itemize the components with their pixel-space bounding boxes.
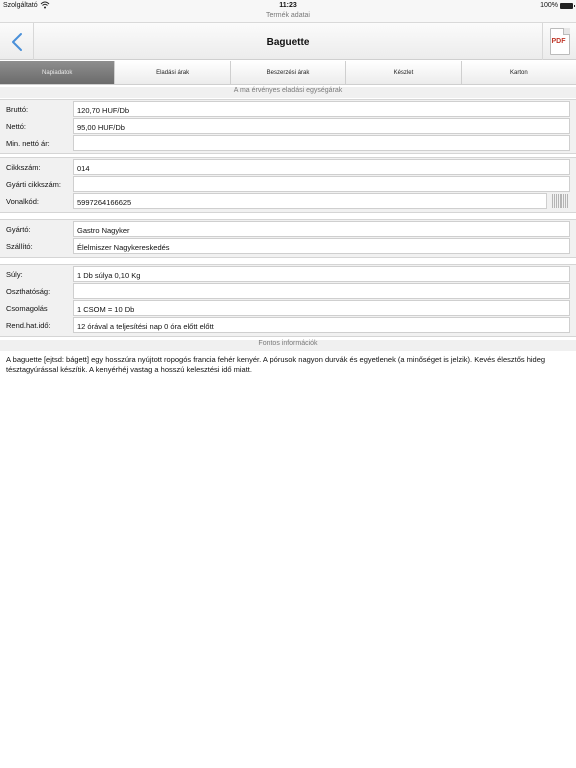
prices-group [0,99,576,154]
battery-percent: 100% [540,2,558,9]
weight-field[interactable]: 1 Db súlya 0,10 Kg [73,266,570,282]
info-section-header: Fontos információk [0,340,576,351]
chevron-left-icon [10,32,24,52]
gross-price-row [0,100,576,117]
pdf-export-button[interactable] [542,23,576,60]
barcode-scan-icon[interactable] [552,194,568,208]
codes-group [0,157,576,213]
gross-price-field[interactable]: 120,70 HUF/Db [73,101,570,117]
net-price-field[interactable]: 95,00 HUF/Db [73,118,570,134]
tab-daily-data[interactable]: Napiadatok [0,61,115,84]
weight-label: Súly: [6,270,23,279]
manufacturer-number-row [0,175,576,192]
item-number-row [0,158,576,175]
info-text: A baguette [ejtsd: bágett] egy hosszúra nyújtott ropogós francia fehér kenyér. A pórusok nagyon durvák és egyetlenek (a minőséget is jelzik). Kevés élesztős hideg tésztagyúrással készítik. A kenyérhéj vastag a hosszú kelesztési idő miatt. [0,351,576,768]
tab-sales-prices[interactable]: Eladási árak [115,61,230,84]
barcode-row [0,192,576,209]
supplier-field[interactable]: Élelmiszer Nagykereskedés [73,238,570,254]
packaging-field[interactable]: 1 CSOM = 10 Db [73,300,570,316]
packaging-label: Csomagolás [6,304,48,313]
barcode-label: Vonalkód: [6,197,39,206]
properties-group [0,264,576,337]
item-number-label: Cikkszám: [6,163,41,172]
order-deadline-field[interactable]: 12 órával a teljesítési nap 0 óra előtt előtt [73,317,570,333]
manufacturer-label: Gyártó: [6,225,31,234]
suppliers-group [0,219,576,258]
manufacturer-number-field[interactable] [73,176,570,192]
min-net-price-row [0,134,576,151]
clock: 11:23 [279,2,297,9]
divisibility-field[interactable] [73,283,570,299]
manufacturer-number-label: Gyárti cikkszám: [6,180,62,189]
tab-stock[interactable]: Készlet [346,61,461,84]
pdf-icon [550,28,570,55]
manufacturer-row [0,220,576,237]
back-button[interactable] [0,23,34,60]
battery-icon [560,3,573,9]
min-net-price-field[interactable] [73,135,570,151]
pdf-icon-label: PDF [551,38,566,45]
barcode-field[interactable]: 5997264166625 [73,193,547,209]
tab-bar [0,61,576,85]
item-number-field[interactable]: 014 [73,159,570,175]
screen-title: Termék adatai [0,12,576,23]
gross-price-label: Bruttó: [6,105,29,114]
net-price-row [0,117,576,134]
manufacturer-field[interactable]: Gastro Nagyker [73,221,570,237]
status-bar [0,0,576,12]
divisibility-label: Oszthatóság: [6,287,51,296]
navigation-bar [0,23,576,60]
net-price-label: Nettó: [6,122,27,131]
tab-purchase-prices[interactable]: Beszerzési árak [231,61,346,84]
divisibility-row [0,282,576,299]
page-title: Baguette [266,37,310,48]
supplier-row [0,237,576,254]
packaging-row [0,299,576,316]
carrier-label: Szolgáltató [3,2,38,9]
order-deadline-row [0,316,576,333]
min-net-price-label: Min. nettó ár: [6,139,50,148]
weight-row [0,265,576,282]
tab-carton[interactable]: Karton [462,61,576,84]
supplier-label: Szállító: [6,242,33,251]
order-deadline-label: Rend.hat.idő: [6,321,51,330]
prices-section-header: A ma érvényes eladási egységárak [0,87,576,98]
